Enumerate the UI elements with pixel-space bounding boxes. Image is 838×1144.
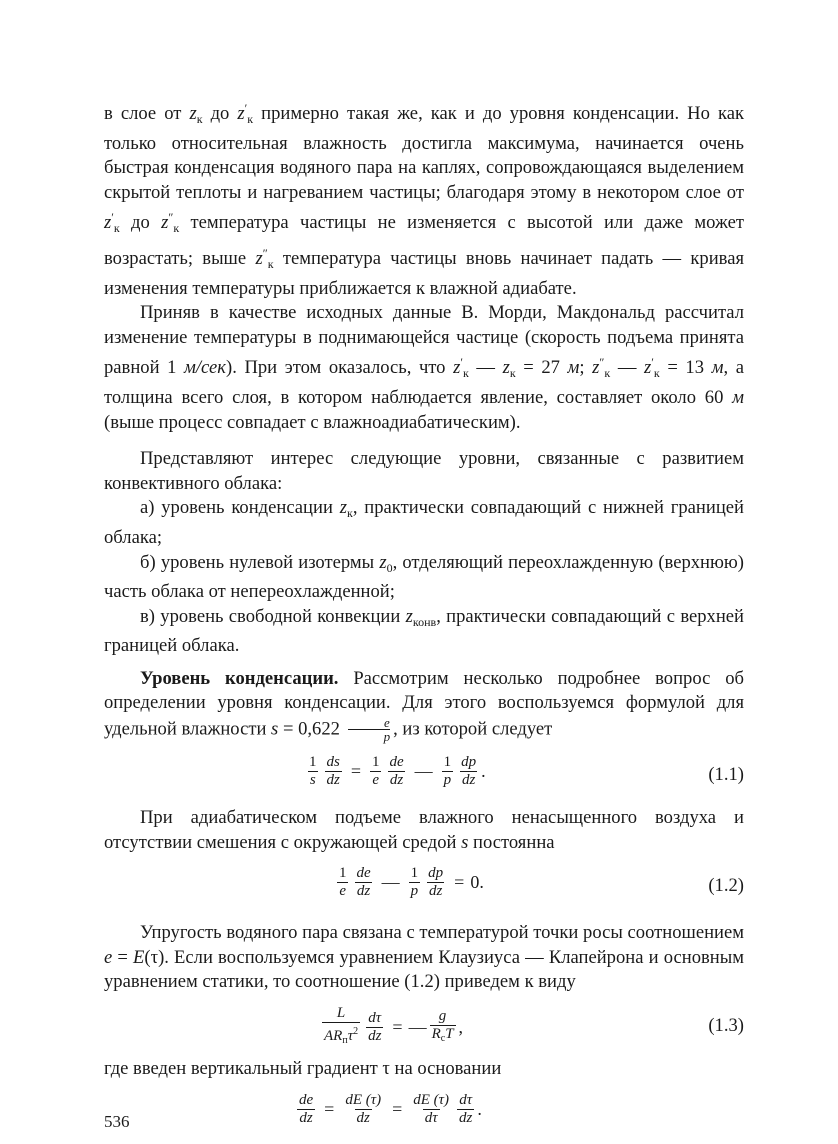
- equation-1-1: $\frac{1}{s}$ $\frac{ds}{dz}$ = $\frac{1}{e}$ $\frac{de}{dz}$ — $\frac{1}{p}$ $\frac{dp}{dz}$ . (1.1): [309, 754, 744, 789]
- page-number: 536: [104, 1112, 130, 1131]
- equation-1-2: $\frac{1}{e}$ $\frac{de}{dz}$ — $\frac{1}{p}$ $\frac{dp}{dz}$ = 0. (1.2): [339, 865, 744, 900]
- list-item-a: а) уровень конденсации $z_к$, практически совпадающий с нижней границей облака;: [104, 497, 744, 548]
- equation-1-3: $\frac{L}{AR_п\tau^2}$ $\frac{d\tau}{dz}$ = — $\frac{g}{R_сT}$ , (1.3): [104, 999, 744, 1053]
- paragraph-5: При адиабатическом подъеме влажного ненасыщенного воздуха и отсутствии смешения с окружающей средой s постоянна: [104, 807, 744, 853]
- section-heading: Уровень конденсации.: [140, 667, 339, 689]
- equation-number: (1.2): [708, 875, 744, 897]
- paragraph-6: Упругость водяного пара связана с температурой точки росы соотношением e = E(τ). Если воспользуемся уравнением Клаузиуса — Клапейрона и основным уравнением статики, то соотношение (1.2) приведем к виду: [104, 922, 744, 993]
- page-content: [104, 96, 744, 1144]
- paragraph-7: где введен вертикальный градиент τ на основании: [104, 1058, 502, 1080]
- equation-gradient: $\frac{de}{dz}$ = $\frac{dE (\tau)}{dz}$ = $\frac{dE (\tau)}{d\tau}$ $\frac{d\tau}{dz}$ .: [299, 1091, 482, 1126]
- list-item-c: в) уровень свободной конвекции $z_{конв}$, практически совпадающий с верхней границей облака.: [104, 605, 744, 657]
- paragraph-3: Представляют интерес следующие уровни, связанные с развитием конвективного облака:: [104, 448, 744, 494]
- paragraph-1: в слое от $z_к$ до $z'_к$ примерно такая же, как и до уровня конденсации. Но как только относительная влажность достигла максимума, начинается очень быстрая конденсация водяного пара на каплях, сопровождающаяся выделением скрытой теплоты и нагреванием частицы; благодаря этому в некотором слое от $z'_к$ до $z''_к$ температура частицы не изменяется с высотой или даже может возрастать; выше $z''_к$ температура частицы вновь начинает падать — кривая изменения температуры приближается к влажной адиабате.: [104, 101, 745, 299]
- equation-number: (1.1): [708, 764, 744, 786]
- paragraph-2: Приняв в качестве исходных данные В. Морди, Макдональд рассчитал изменение температуры в поднимающейся частице (скорость подъема принята равной 1 м/сек). При этом оказалось, что $z'_к$ — $z_к = 27$ м; $z''_к$ — $z'_к = 13$ м, а толщина всего слоя, в котором наблюдается явление, составляет около 60 м (выше процесс совпадает с влажноадиабатическим).: [104, 302, 744, 433]
- paragraph-4: Уровень конденсации. Рассмотрим несколько подробнее вопрос об определении уровня конденсации. Для этого воспользуемся формулой для удельной влажности s = 0,622 $\frac{e}{p}$ , из которой следует: [104, 667, 744, 745]
- list-item-b: б) уровень нулевой изотермы $z_0$, отделяющий переохлажденную (верхнюю) часть облака от непереохлажденной;: [104, 551, 744, 603]
- equation-number: (1.3): [708, 1015, 744, 1037]
